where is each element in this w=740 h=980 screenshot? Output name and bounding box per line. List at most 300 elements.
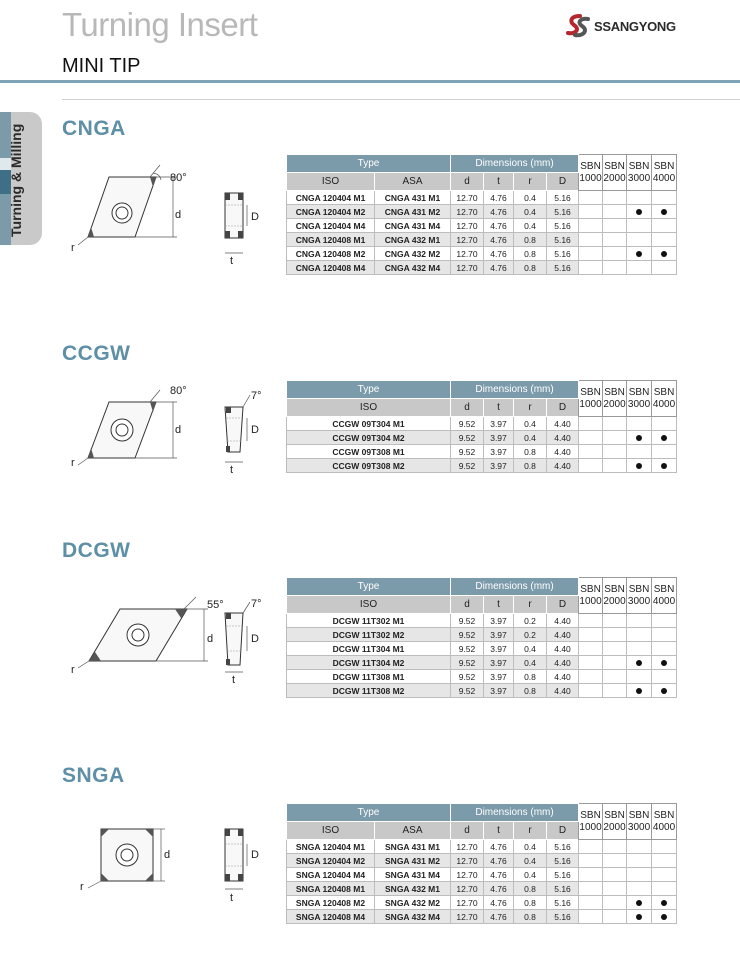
iso-header: ISO — [287, 399, 451, 417]
d-cell: 12.70 — [451, 219, 484, 233]
availability-dot — [661, 463, 667, 469]
cnga-d-label: d — [175, 209, 182, 221]
snga-drawing — [60, 815, 280, 910]
grade-header-sbn2000: SBN 2000 — [603, 578, 627, 614]
r-cell: 0.4 — [514, 431, 547, 445]
grade-header-sbn2000: SBN 2000 — [603, 155, 627, 191]
d-cell: 9.52 — [451, 642, 484, 656]
grade-cell-g3 — [627, 840, 652, 854]
grade-cell-g1 — [579, 233, 603, 247]
type-header: Type — [287, 381, 451, 399]
grade-cell-g2 — [603, 868, 627, 882]
D-cell: 4.40 — [547, 614, 579, 628]
availability-dot — [636, 900, 642, 906]
t-cell: 3.97 — [484, 614, 514, 628]
asa-cell: SNGA 431 M2 — [375, 854, 451, 868]
grade-cell-g3 — [627, 868, 652, 882]
table-row — [287, 205, 677, 219]
grade-cell-g4 — [652, 417, 677, 431]
iso-cell: SNGA 120408 M1 — [287, 882, 375, 896]
table-row — [287, 417, 677, 431]
r-cell: 0.2 — [514, 628, 547, 642]
grade-cell-g2 — [603, 417, 627, 431]
grade-cell-g4 — [652, 642, 677, 656]
header-rule — [0, 80, 740, 83]
snga-r-label: r — [80, 881, 84, 893]
grade-cell-g3 — [627, 431, 652, 445]
iso-header: ISO — [287, 173, 375, 191]
grade-header-sbn2000: SBN 2000 — [603, 804, 627, 840]
D-cell: 4.40 — [547, 431, 579, 445]
availability-dot — [636, 463, 642, 469]
iso-cell: CNGA 120404 M1 — [287, 191, 375, 205]
grade-cell-g4 — [652, 670, 677, 684]
ccgw-table — [286, 380, 677, 473]
grade-cell-g1 — [579, 459, 603, 473]
t-cell: 4.76 — [484, 219, 514, 233]
type-header: Type — [287, 578, 451, 596]
grade-cell-g2 — [603, 642, 627, 656]
grade-cell-g1 — [579, 219, 603, 233]
grade-cell-g1 — [579, 417, 603, 431]
grade-cell-g1 — [579, 445, 603, 459]
grade-header-sbn3000: SBN 3000 — [627, 578, 652, 614]
grade-cell-g1 — [579, 247, 603, 261]
D-cell: 4.40 — [547, 445, 579, 459]
grade-header-sbn1000: SBN 1000 — [579, 381, 603, 417]
grade-cell-g3 — [627, 614, 652, 628]
asa-cell: CNGA 432 M2 — [375, 247, 451, 261]
dimensions-header: Dimensions (mm) — [451, 804, 579, 822]
r-cell: 0.8 — [514, 896, 547, 910]
grade-cell-g3 — [627, 854, 652, 868]
dcgw-d-label: d — [207, 633, 214, 645]
ssangyong-logo-icon — [565, 13, 591, 39]
grade-header-sbn3000: SBN 3000 — [627, 155, 652, 191]
section-title-dcgw: DCGW — [62, 539, 131, 562]
grade-cell-g1 — [579, 628, 603, 642]
d-cell: 9.52 — [451, 684, 484, 698]
grade-cell-g2 — [603, 854, 627, 868]
divider — [62, 99, 740, 100]
r-cell: 0.4 — [514, 205, 547, 219]
grade-cell-g2 — [603, 684, 627, 698]
grade-cell-g3 — [627, 642, 652, 656]
grade-cell-g2 — [603, 459, 627, 473]
t-cell: 4.76 — [484, 882, 514, 896]
grade-cell-g3 — [627, 233, 652, 247]
dcgw-t-label: t — [232, 674, 236, 686]
grade-header-sbn4000: SBN 4000 — [652, 578, 677, 614]
grade-cell-g1 — [579, 191, 603, 205]
ccgw-d-label: d — [175, 424, 182, 436]
d-cell: 12.70 — [451, 840, 484, 854]
r-cell: 0.8 — [514, 684, 547, 698]
d-cell: 12.70 — [451, 910, 484, 924]
availability-dot — [661, 435, 667, 441]
grade-cell-g4 — [652, 910, 677, 924]
r-header: r — [514, 822, 547, 840]
D-header: D — [547, 399, 579, 417]
t-cell: 4.76 — [484, 896, 514, 910]
iso-cell: CNGA 120408 M1 — [287, 233, 375, 247]
D-header: D — [547, 596, 579, 614]
table-row — [287, 868, 677, 882]
grade-cell-g2 — [603, 233, 627, 247]
ccgw-D-label: D — [251, 424, 259, 436]
grade-cell-g3 — [627, 896, 652, 910]
d-cell: 9.52 — [451, 459, 484, 473]
cnga-drawing — [60, 160, 280, 280]
dimensions-header: Dimensions (mm) — [451, 381, 579, 399]
iso-cell: DCGW 11T308 M1 — [287, 670, 451, 684]
asa-cell: SNGA 432 M2 — [375, 896, 451, 910]
D-cell: 5.16 — [547, 840, 579, 854]
r-cell: 0.4 — [514, 854, 547, 868]
cnga-r-label: r — [71, 242, 75, 254]
t-header: t — [484, 173, 514, 191]
D-cell: 5.16 — [547, 896, 579, 910]
r-header: r — [514, 596, 547, 614]
D-cell: 5.16 — [547, 261, 579, 275]
d-cell: 12.70 — [451, 896, 484, 910]
grade-cell-g4 — [652, 656, 677, 670]
iso-cell: CCGW 09T308 M2 — [287, 459, 451, 473]
table-row — [287, 219, 677, 233]
availability-dot — [636, 251, 642, 257]
d-cell: 12.70 — [451, 854, 484, 868]
availability-dot — [661, 688, 667, 694]
grade-header-sbn4000: SBN 4000 — [652, 155, 677, 191]
D-cell: 4.40 — [547, 670, 579, 684]
D-cell: 4.40 — [547, 417, 579, 431]
grade-cell-g2 — [603, 191, 627, 205]
availability-dot — [636, 688, 642, 694]
table-row — [287, 431, 677, 445]
D-cell: 4.40 — [547, 459, 579, 473]
grade-cell-g4 — [652, 459, 677, 473]
table-row — [287, 896, 677, 910]
snga-table — [286, 803, 677, 924]
asa-cell: SNGA 431 M4 — [375, 868, 451, 882]
grade-cell-g2 — [603, 445, 627, 459]
table-row — [287, 261, 677, 275]
asa-cell: CNGA 432 M4 — [375, 261, 451, 275]
ccgw-drawing — [60, 385, 280, 485]
t-cell: 4.76 — [484, 205, 514, 219]
grade-cell-g1 — [579, 868, 603, 882]
grade-cell-g4 — [652, 247, 677, 261]
ccgw-relief-label: 7° — [251, 390, 262, 402]
type-header: Type — [287, 804, 451, 822]
grade-cell-g1 — [579, 656, 603, 670]
t-cell: 3.97 — [484, 459, 514, 473]
brand-logo — [565, 13, 676, 39]
availability-dot — [661, 914, 667, 920]
cnga-angle-label: 80° — [170, 172, 187, 184]
d-cell: 9.52 — [451, 614, 484, 628]
grade-cell-g1 — [579, 896, 603, 910]
grade-cell-g2 — [603, 896, 627, 910]
asa-cell: SNGA 431 M1 — [375, 840, 451, 854]
d-header: d — [451, 173, 484, 191]
r-cell: 0.2 — [514, 614, 547, 628]
t-cell: 4.76 — [484, 840, 514, 854]
grade-cell-g2 — [603, 670, 627, 684]
dcgw-relief-label: 7° — [251, 598, 262, 610]
D-header: D — [547, 173, 579, 191]
grade-cell-g3 — [627, 417, 652, 431]
D-cell: 5.16 — [547, 191, 579, 205]
iso-cell: DCGW 11T308 M2 — [287, 684, 451, 698]
grade-cell-g4 — [652, 684, 677, 698]
cnga-D-label: D — [251, 211, 259, 223]
grade-cell-g3 — [627, 191, 652, 205]
table-row — [287, 840, 677, 854]
grade-cell-g3 — [627, 205, 652, 219]
table-row — [287, 445, 677, 459]
iso-cell: CNGA 120404 M4 — [287, 219, 375, 233]
grade-cell-g2 — [603, 910, 627, 924]
grade-cell-g1 — [579, 854, 603, 868]
d-cell: 12.70 — [451, 868, 484, 882]
asa-cell: SNGA 432 M1 — [375, 882, 451, 896]
grade-header-sbn1000: SBN 1000 — [579, 578, 603, 614]
availability-dot — [661, 660, 667, 666]
asa-cell: SNGA 432 M4 — [375, 910, 451, 924]
d-cell: 12.70 — [451, 261, 484, 275]
d-cell: 9.52 — [451, 417, 484, 431]
t-cell: 4.76 — [484, 910, 514, 924]
grade-cell-g1 — [579, 642, 603, 656]
grade-cell-g4 — [652, 261, 677, 275]
r-cell: 0.8 — [514, 445, 547, 459]
grade-cell-g3 — [627, 628, 652, 642]
table-row — [287, 614, 677, 628]
asa-header: ASA — [375, 173, 451, 191]
dimensions-header: Dimensions (mm) — [451, 578, 579, 596]
d-cell: 12.70 — [451, 205, 484, 219]
asa-header: ASA — [375, 822, 451, 840]
table-row — [287, 191, 677, 205]
iso-cell: SNGA 120408 M4 — [287, 910, 375, 924]
D-cell: 4.40 — [547, 684, 579, 698]
r-cell: 0.8 — [514, 882, 547, 896]
D-cell: 5.16 — [547, 882, 579, 896]
availability-dot — [636, 209, 642, 215]
grade-cell-g3 — [627, 656, 652, 670]
grade-cell-g4 — [652, 219, 677, 233]
d-header: d — [451, 596, 484, 614]
grade-cell-g4 — [652, 868, 677, 882]
D-cell: 5.16 — [547, 219, 579, 233]
grade-cell-g2 — [603, 431, 627, 445]
grade-cell-g3 — [627, 670, 652, 684]
t-cell: 4.76 — [484, 233, 514, 247]
snga-t-label: t — [230, 892, 234, 904]
grade-cell-g3 — [627, 219, 652, 233]
r-cell: 0.4 — [514, 191, 547, 205]
grade-cell-g2 — [603, 247, 627, 261]
table-row — [287, 642, 677, 656]
r-cell: 0.8 — [514, 247, 547, 261]
grade-cell-g1 — [579, 261, 603, 275]
iso-cell: DCGW 11T304 M1 — [287, 642, 451, 656]
d-cell: 9.52 — [451, 445, 484, 459]
ccgw-t-label: t — [230, 464, 234, 476]
table-row — [287, 854, 677, 868]
t-cell: 3.97 — [484, 417, 514, 431]
availability-dot — [636, 435, 642, 441]
r-header: r — [514, 399, 547, 417]
grade-cell-g3 — [627, 459, 652, 473]
ccgw-r-label: r — [71, 457, 75, 469]
snga-d-label: d — [164, 849, 171, 861]
r-cell: 0.4 — [514, 868, 547, 882]
iso-cell: SNGA 120404 M1 — [287, 840, 375, 854]
availability-dot — [636, 660, 642, 666]
availability-dot — [661, 900, 667, 906]
grade-cell-g1 — [579, 614, 603, 628]
grade-cell-g2 — [603, 205, 627, 219]
t-cell: 3.97 — [484, 670, 514, 684]
D-cell: 5.16 — [547, 233, 579, 247]
asa-cell: CNGA 431 M4 — [375, 219, 451, 233]
grade-header-sbn4000: SBN 4000 — [652, 804, 677, 840]
table-row — [287, 882, 677, 896]
ccgw-angle-label: 80° — [170, 385, 187, 397]
t-header: t — [484, 399, 514, 417]
iso-cell: CNGA 120404 M2 — [287, 205, 375, 219]
table-row — [287, 247, 677, 261]
t-cell: 3.97 — [484, 431, 514, 445]
iso-header: ISO — [287, 822, 375, 840]
table-row — [287, 684, 677, 698]
asa-cell: CNGA 431 M1 — [375, 191, 451, 205]
grade-cell-g3 — [627, 910, 652, 924]
asa-cell: CNGA 431 M2 — [375, 205, 451, 219]
D-cell: 5.16 — [547, 910, 579, 924]
grade-cell-g4 — [652, 628, 677, 642]
page-subtitle: MINI TIP — [62, 55, 141, 77]
grade-cell-g4 — [652, 614, 677, 628]
table-row — [287, 233, 677, 247]
grade-cell-g3 — [627, 261, 652, 275]
grade-cell-g1 — [579, 910, 603, 924]
grade-header-sbn3000: SBN 3000 — [627, 804, 652, 840]
dimensions-header: Dimensions (mm) — [451, 155, 579, 173]
D-cell: 5.16 — [547, 205, 579, 219]
table-row — [287, 656, 677, 670]
iso-cell: SNGA 120404 M2 — [287, 854, 375, 868]
grade-cell-g4 — [652, 191, 677, 205]
t-header: t — [484, 596, 514, 614]
asa-cell: CNGA 432 M1 — [375, 233, 451, 247]
t-cell: 4.76 — [484, 261, 514, 275]
r-cell: 0.4 — [514, 840, 547, 854]
grade-cell-g2 — [603, 628, 627, 642]
grade-cell-g4 — [652, 840, 677, 854]
dcgw-angle-label: 55° — [207, 599, 224, 611]
d-cell: 9.52 — [451, 628, 484, 642]
D-cell: 4.40 — [547, 628, 579, 642]
t-cell: 4.76 — [484, 191, 514, 205]
cnga-table — [286, 154, 677, 275]
r-cell: 0.4 — [514, 417, 547, 431]
t-cell: 4.76 — [484, 854, 514, 868]
d-cell: 9.52 — [451, 656, 484, 670]
table-row — [287, 459, 677, 473]
availability-dot — [661, 251, 667, 257]
grade-cell-g3 — [627, 684, 652, 698]
grade-cell-g4 — [652, 233, 677, 247]
iso-header: ISO — [287, 596, 451, 614]
grade-cell-g2 — [603, 261, 627, 275]
grade-header-sbn1000: SBN 1000 — [579, 804, 603, 840]
type-header: Type — [287, 155, 451, 173]
iso-cell: SNGA 120404 M4 — [287, 868, 375, 882]
D-cell: 5.16 — [547, 868, 579, 882]
grade-cell-g4 — [652, 431, 677, 445]
D-cell: 5.16 — [547, 854, 579, 868]
grade-cell-g2 — [603, 882, 627, 896]
r-cell: 0.8 — [514, 261, 547, 275]
iso-cell: CCGW 09T304 M1 — [287, 417, 451, 431]
r-cell: 0.8 — [514, 233, 547, 247]
grade-cell-g1 — [579, 684, 603, 698]
brand-name: SSANGYONG — [594, 18, 676, 34]
grade-cell-g2 — [603, 219, 627, 233]
grade-header-sbn3000: SBN 3000 — [627, 381, 652, 417]
grade-cell-g4 — [652, 445, 677, 459]
r-header: r — [514, 173, 547, 191]
d-cell: 12.70 — [451, 882, 484, 896]
iso-cell: DCGW 11T302 M1 — [287, 614, 451, 628]
section-title-ccgw: CCGW — [62, 342, 131, 365]
r-cell: 0.8 — [514, 459, 547, 473]
grade-cell-g1 — [579, 670, 603, 684]
grade-header-sbn1000: SBN 1000 — [579, 155, 603, 191]
d-header: d — [451, 399, 484, 417]
dcgw-drawing — [60, 585, 280, 690]
cnga-t-label: t — [230, 255, 234, 267]
table-row — [287, 628, 677, 642]
r-cell: 0.8 — [514, 670, 547, 684]
iso-cell: CCGW 09T304 M2 — [287, 431, 451, 445]
grade-cell-g4 — [652, 205, 677, 219]
availability-dot — [636, 914, 642, 920]
grade-cell-g1 — [579, 840, 603, 854]
d-cell: 9.52 — [451, 431, 484, 445]
availability-dot — [661, 209, 667, 215]
r-cell: 0.4 — [514, 219, 547, 233]
grade-cell-g1 — [579, 205, 603, 219]
t-cell: 3.97 — [484, 656, 514, 670]
iso-cell: DCGW 11T302 M2 — [287, 628, 451, 642]
dcgw-r-label: r — [71, 664, 75, 676]
d-cell: 12.70 — [451, 191, 484, 205]
dcgw-table — [286, 577, 677, 698]
t-cell: 3.97 — [484, 642, 514, 656]
iso-cell: CNGA 120408 M2 — [287, 247, 375, 261]
D-cell: 4.40 — [547, 656, 579, 670]
t-cell: 3.97 — [484, 684, 514, 698]
grade-cell-g4 — [652, 896, 677, 910]
grade-cell-g2 — [603, 656, 627, 670]
d-cell: 12.70 — [451, 247, 484, 261]
snga-D-label: D — [251, 849, 259, 861]
t-cell: 4.76 — [484, 868, 514, 882]
